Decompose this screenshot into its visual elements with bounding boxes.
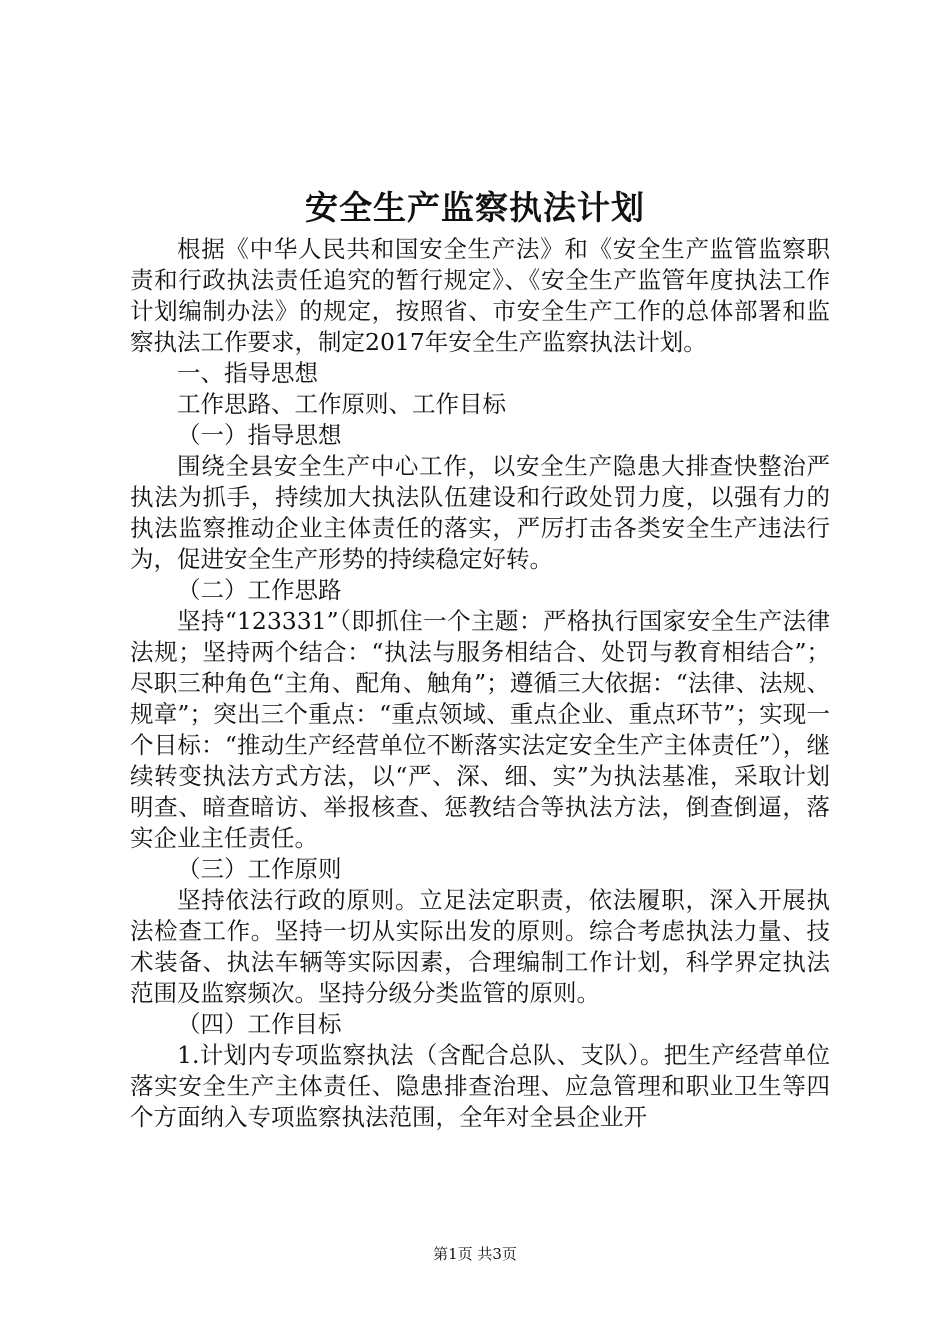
work-approach-paragraph: 坚持“123331”（即抓住一个主题：严格执行国家安全生产法律法规；坚持两个结合：“执法与服务相结合、处罚与教育相结合”；尽职三种角色“主角、配角、触角”；遵循三大依据：“法律、法规、规章”；突出三个重点：“重点领域、重点企业、重点环节”；实现一个目标：“推动生产经营单位不断落实法定安全生产主体责任”），继续转变执法方式方法，以“严、深、细、实”为执法基准，采取计划明查、暗查暗访、举报核查、惩教结合等执法方法，倒查倒逼，落实企业主任责任。 xyxy=(130,607,830,852)
work-principles-paragraph: 坚持依法行政的原则。立足法定职责，依法履职，深入开展执法检查工作。坚持一切从实际出发的原则。综合考虑执法力量、技术装备、执法车辆等实际因素，合理编制工作计划，科学界定执法范围及监察频次。坚持分级分类监管的原则。 xyxy=(130,886,830,1007)
subsection-heading-guiding-ideology: （一）指导思想 xyxy=(177,421,342,449)
section-subheading: 工作思路、工作原则、工作目标 xyxy=(177,390,506,418)
subsection-heading-work-approach: （二）工作思路 xyxy=(177,576,342,604)
intro-paragraph: 根据《中华人民共和国安全生产法》和《安全生产监管监察职责和行政执法责任追究的暂行规定》、《安全生产监管年度执法工作计划编制办法》的规定，按照省、市安全生产工作的总体部署和监察执法工作要求，制定2017年安全生产监察执法计划。 xyxy=(130,235,830,356)
subsection-heading-work-goals: （四）工作目标 xyxy=(177,1010,342,1038)
document-body xyxy=(130,234,830,1133)
section-heading-guiding-ideology: 一、指导思想 xyxy=(177,359,318,387)
work-goals-paragraph: 1.计划内专项监察执法（含配合总队、支队）。把生产经营单位落实安全生产主体责任、隐患排查治理、应急管理和职业卫生等四个方面纳入专项监察执法范围，全年对全县企业开 xyxy=(130,1041,830,1131)
guiding-ideology-paragraph: 围绕全县安全生产中心工作，以安全生产隐患大排查快整治严执法为抓手，持续加大执法队伍建设和行政处罚力度，以强有力的执法监察推动企业主体责任的落实，严厉打击各类安全生产违法行为，促进安全生产形势的持续稳定好转。 xyxy=(130,452,830,573)
subsection-heading-work-principles: （三）工作原则 xyxy=(177,855,342,883)
document-title: 安全生产监察执法计划 xyxy=(305,188,645,227)
page-footer: 第1页 共3页 xyxy=(433,1245,517,1263)
